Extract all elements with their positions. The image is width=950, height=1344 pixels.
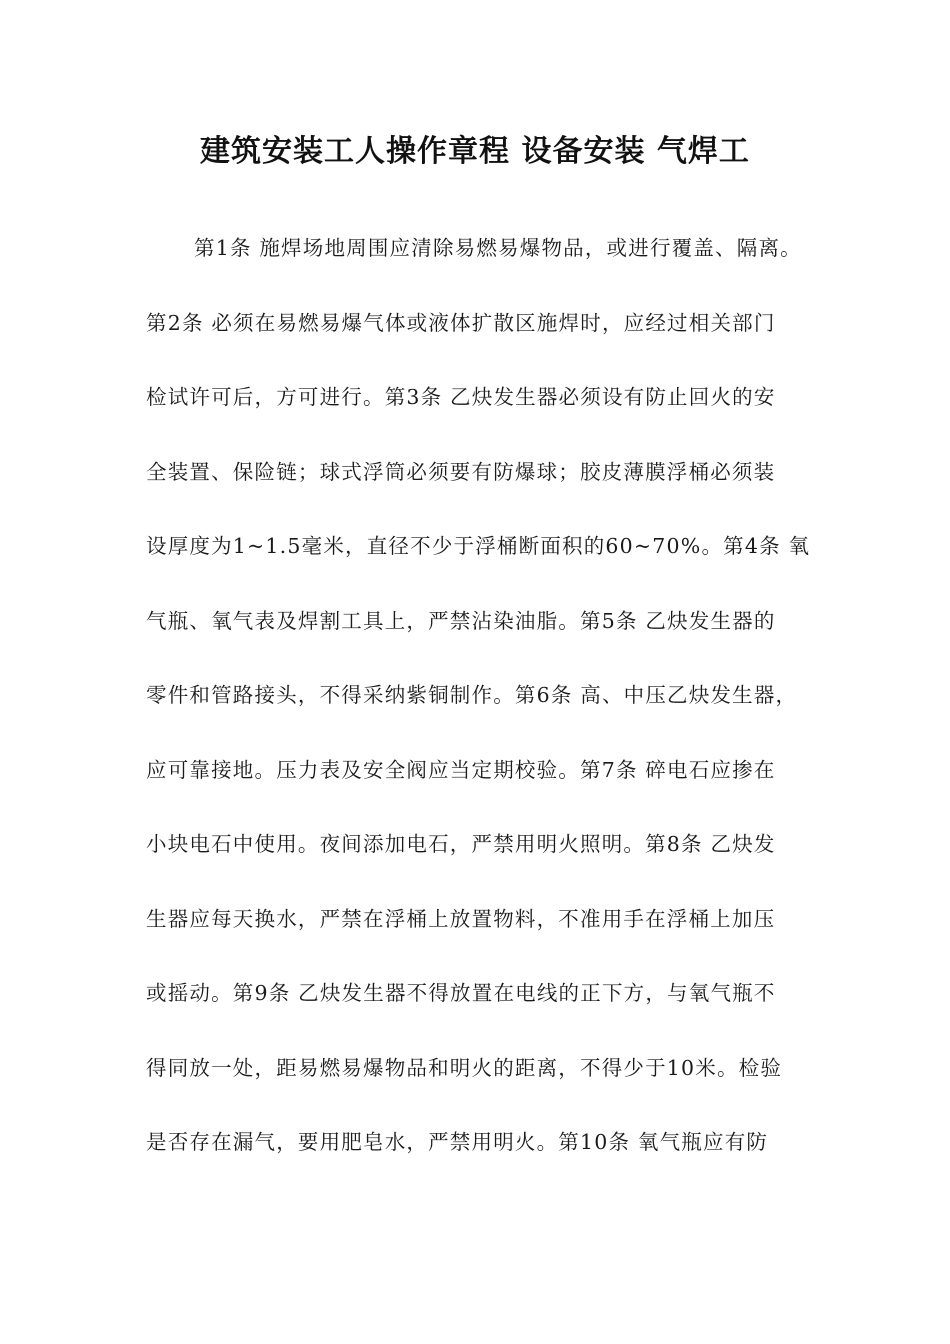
- body-line-13: 是否存在漏气，要用肥皂水，严禁用明火。第10条 氧气瓶应有防: [146, 1130, 769, 1154]
- body-line-7: 零件和管路接头，不得采纳紫铜制作。第6条 高、中压乙炔发生器，: [146, 683, 798, 707]
- body-line-8: 应可靠接地。压力表及安全阀应当定期校验。第7条 碎电石应掺在: [146, 757, 776, 782]
- body-line-12: 得同放一处，距易燃易爆物品和明火的距离，不得少于10米。检验: [146, 1055, 783, 1080]
- body-line-1: 第1条 施焊场地周围应清除易燃易爆物品，或进行覆盖、隔离。: [194, 236, 802, 260]
- body-line-9: 小块电石中使用。夜间添加电石，严禁用明火照明。第8条 乙炔发: [146, 832, 776, 856]
- body-line-4: 全装置、保险链；球式浮筒必须要有防爆球；胶皮薄膜浮桶必须装: [146, 459, 776, 484]
- body-line-5: 设厚度为1~1.5毫米，直径不少于浮桶断面积的60~70%。第4条 氧: [146, 534, 811, 558]
- document-body: [146, 225, 826, 1194]
- body-line-11: 或摇动。第9条 乙炔发生器不得放置在电线的正下方，与氧气瓶不: [146, 981, 776, 1005]
- body-line-6: 气瓶、氧气表及焊割工具上，严禁沾染油脂。第5条 乙炔发生器的: [146, 608, 776, 633]
- body-line-10: 生器应每天换水，严禁在浮桶上放置物料，不准用手在浮桶上加压: [146, 906, 776, 931]
- body-line-3: 检试许可后，方可进行。第3条 乙炔发生器必须设有防止回火的安: [146, 385, 776, 409]
- body-line-2: 第2条 必须在易燃易爆气体或液体扩散区施焊时，应经过相关部门: [146, 310, 776, 335]
- document-title: 建筑安装工人操作章程 设备安装 气焊工: [200, 134, 750, 169]
